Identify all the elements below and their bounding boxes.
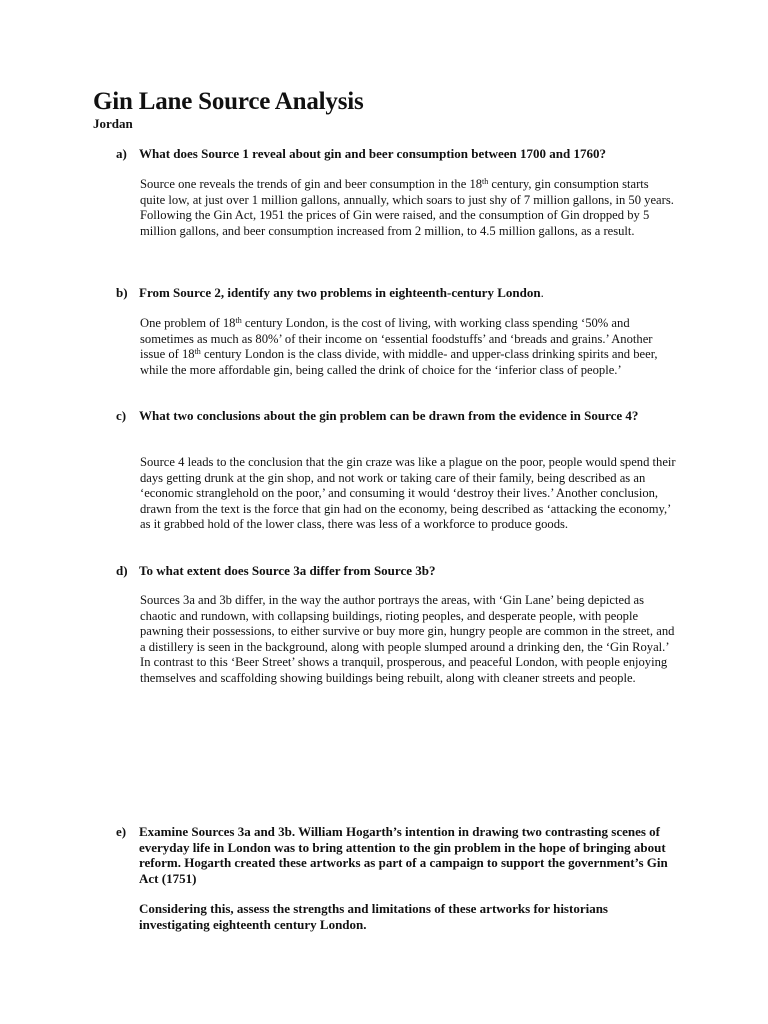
author-name: Jordan	[93, 116, 133, 131]
answer-c: Source 4 leads to the conclusion that the gin craze was like a plague on the poor, people would spend their days getting drunk at the gin shop, and not work or taking care of their family, being described as an ‘economic stranglehold on the poor,’ and consuming it would ‘destroy their lives.’ Another conclusion, drawn from the text is the force that gin had on the economy, being described as ‘attacking the economy,’ as it grabbed hold of the lower class, there was less of a workforce to produce goods.	[140, 455, 676, 531]
answer-d: Sources 3a and 3b differ, in the way the author portrays the areas, with ‘Gin Lane’ being depicted as chaotic and rundown, with collapsing buildings, rioting peoples, and desperate people, with people pawning their possessions, to either survive or buy more gin, hungry people are common in the street, and a distillery is seen in the background, along with people slumped around a drinking den, the ‘Gin Royal.’ In contrast to this ‘Beer Street’ shows a tranquil, prosperous, and peaceful London, with people enjoying themselves and scaffolding showing buildings being rebuilt, along with cleaner streets and people.	[140, 593, 675, 685]
question-label: e)	[116, 824, 127, 839]
question-text: From Source 2, identify any two problems in eighteenth-century London	[139, 285, 541, 300]
ordinal-suffix: th	[235, 316, 242, 325]
question-c	[116, 408, 676, 424]
question-text: What two conclusions about the gin problem can be drawn from the evidence in Source 4?	[139, 408, 639, 423]
question-label: a)	[116, 146, 127, 161]
answer-text: One problem of 18	[140, 316, 236, 330]
ordinal-suffix: th	[482, 177, 489, 186]
answer-text: Source one reveals the trends of gin and beer consumption in the 18	[140, 177, 483, 191]
question-a	[116, 146, 676, 162]
ordinal-suffix: th	[194, 347, 201, 356]
document-title: Gin Lane Source Analysis	[93, 88, 364, 115]
question-label: d)	[116, 563, 128, 578]
question-text: Examine Sources 3a and 3b. William Hogarth’s intention in drawing two contrasting scenes of everyday life in London was to bring attention to the gin problem in the hope of bringing about reform. Hogarth created these artworks as part of a campaign to support the government’s Gin Act (1751)	[139, 824, 668, 886]
question-label: b)	[116, 285, 128, 300]
question-e	[116, 824, 676, 886]
question-text: What does Source 1 reveal about gin and beer consumption between 1700 and 1760?	[139, 146, 606, 161]
answer-a	[140, 177, 676, 239]
answer-b	[140, 316, 676, 378]
question-text: To what extent does Source 3a differ from Source 3b?	[139, 563, 436, 578]
question-d	[116, 563, 676, 579]
answer-text: century London, is the cost of living, with working class spending ‘50% and sometimes as much as 80%’ of their income on ‘essential foodstuffs’ and ‘breads and grains.’ Another issue of 18	[140, 316, 653, 361]
question-label: c)	[116, 408, 127, 423]
question-b: b) From Source 2, identify any two problems in eighteenth-century London.	[116, 285, 544, 300]
question-e-instruction: Considering this, assess the strengths and limitations of these artworks for historians investigating eighteenth century London.	[139, 901, 608, 932]
answer-text: century London is the class divide, with middle- and upper-class drinking spirits and beer, while the more affordable gin, being called the drink of choice for the ‘inferior class of people.’	[140, 347, 658, 377]
answer-text: century, gin consumption starts quite low, at just over 1 million gallons, annually, which soars to just shy of 7 million gallons, in 50 years. Following the Gin Act, 1951 the prices of Gin were raised, and the consumption of Gin dropped by 5 million gallons, and beer consumption increased from 2 million, to 4.5 million gallons, as a result.	[140, 177, 674, 238]
